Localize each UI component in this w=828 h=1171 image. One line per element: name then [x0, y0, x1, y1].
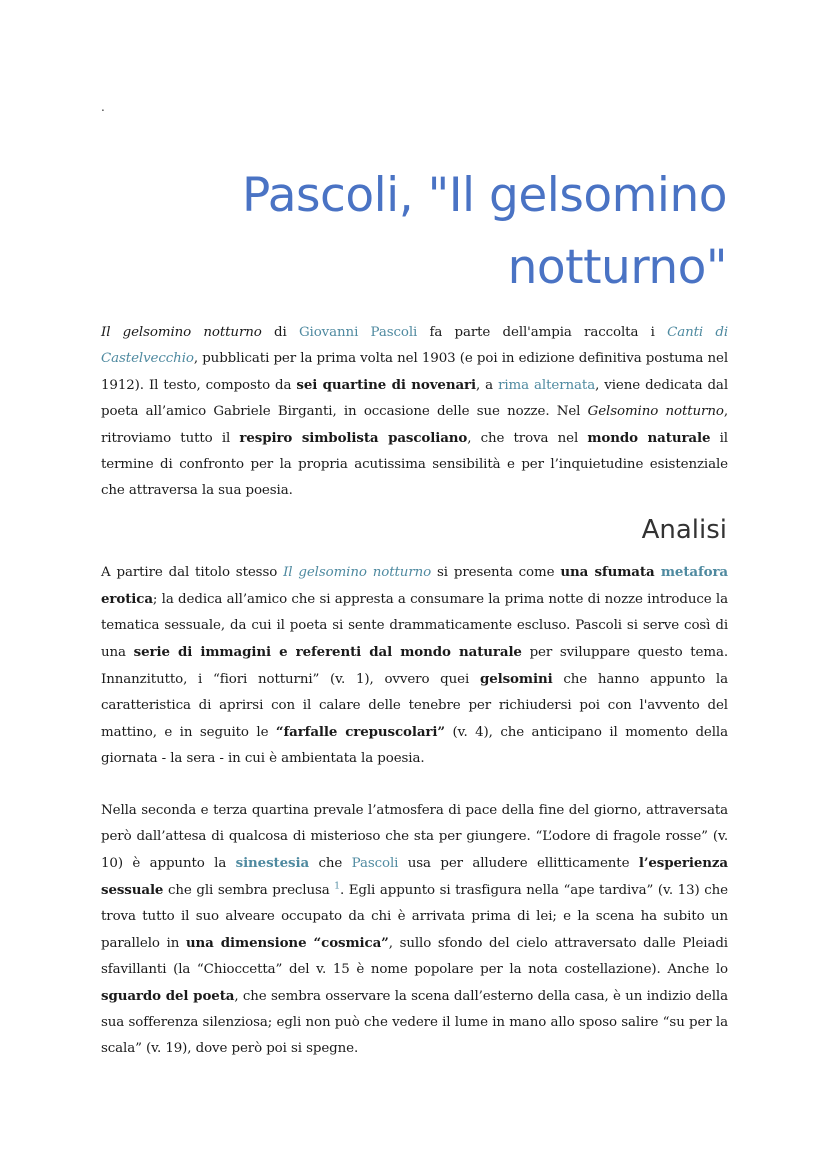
bold-phrase: gelsomini	[479, 671, 553, 687]
page-dot: .	[101, 100, 105, 114]
text-run: A partire dal titolo stesso	[101, 565, 284, 580]
work-title-italic: Il gelsomino notturno	[101, 325, 262, 340]
text-run: , ritroviamo tutto il	[101, 404, 728, 446]
text-run: che	[309, 856, 352, 871]
bold-phrase: una dimensione “cosmica”	[185, 935, 389, 951]
bold-phrase: “farfalle crepuscolari”	[275, 724, 445, 740]
text-run: . Egli appunto si trasfigura nella “ape tardiva” (v. 13) che trova tutto il suo alveare occupato da chi è arrivata prima di lei; e la scena ha subito un parallelo in	[101, 883, 729, 951]
text-run: usa per alludere ellitticamente	[398, 856, 639, 871]
text-run: fa parte dell'ampia raccolta i	[417, 325, 668, 340]
text-run: , pubblicati per la prima volta nel 1903 (e poi in edizione definitiva postuma nel 1912). Il testo, composto da	[101, 351, 728, 393]
text-run: per sviluppare questo tema. Innanzitutto, i “fiori notturni” (v. 1), ovvero quei	[101, 645, 728, 687]
text-run: , che sembra osservare la scena dall’esterno della casa, è un indizio della sua sofferenza silenziosa; egli non può che vedere il lume in mano allo sposo salire “su per la scala” (v. 19), dove però poi si spegne.	[101, 989, 728, 1056]
footnote-ref[interactable]: 1	[334, 881, 340, 892]
bold-phrase: respiro simbolista pascoliano	[239, 430, 468, 446]
author-link[interactable]: Giovanni Pascoli	[298, 325, 418, 340]
intro-paragraph	[101, 320, 728, 504]
text-run: , viene dedicata dal poeta all’amico Gabriele Birganti, in occasione delle sue nozze. Nel	[101, 378, 729, 419]
text-run: che gli sembra preclusa	[163, 883, 335, 898]
text-run: il termine di confronto per la propria acutissima sensibilità e per l’inquietudine esistenziale che attraversa la sua poesia.	[101, 431, 728, 498]
bold-phrase: serie di immagini e referenti dal mondo naturale	[133, 644, 522, 660]
bold-phrase: l’esperienza sessuale	[101, 855, 728, 898]
collection-link[interactable]: Canti di Castelvecchio	[101, 325, 728, 366]
metafora-link[interactable]: metafora	[660, 564, 729, 580]
work-title-link[interactable]: Il gelsomino notturno	[283, 565, 432, 580]
sinestesia-link[interactable]: sinestesia	[235, 855, 310, 871]
analisi-paragraph-2	[101, 798, 728, 1062]
text-run: , che trova nel	[467, 431, 588, 446]
bold-phrase: erotica	[101, 591, 153, 607]
bold-phrase: una sfumata	[560, 564, 661, 580]
bold-phrase: sei quartine di novenari	[296, 377, 476, 393]
analisi-paragraph-1	[101, 559, 728, 772]
text-run: si presenta come	[431, 565, 561, 580]
pascoli-link[interactable]: Pascoli	[351, 856, 399, 871]
text-run: ; la dedica all’amico che si appresta a consumare la prima notte di nozze introduce la tematica sessuale, da cui il poeta si sente drammaticamente escluso. Pascoli si serve così di una	[101, 592, 728, 660]
work-title-italic: Gelsomino notturno	[587, 404, 724, 419]
bold-phrase: mondo naturale	[587, 430, 711, 446]
text-run: , a	[476, 378, 499, 393]
bold-phrase: sguardo del poeta	[101, 988, 235, 1004]
text-run: Nella seconda e terza quartina prevale l’atmosfera di pace della fine del giorno, attraversata però dall’attesa di qualcosa di misterioso che sta per giungere. “L’odore di fragole rosse” (v. 10) è appunto la	[101, 803, 728, 871]
text-run: di	[261, 325, 299, 340]
text-run: (v. 4), che anticipano il momento della giornata - la sera - in cui è ambientata la poesia.	[101, 725, 728, 766]
section-heading-analisi: Analisi	[641, 515, 727, 545]
rima-alternata-link[interactable]: rima alternata	[498, 378, 596, 393]
text-run: che hanno appunto la caratteristica di aprirsi con il calare delle tenebre per richiudersi poi con l'avvento del mattino, e in seguito le	[101, 672, 728, 740]
text-run: , sullo sfondo del cielo attraversato dalle Pleiadi sfavillanti (la “Chioccetta” del v. 15 è nome popolare per la nota costellazione). Anche lo	[101, 936, 728, 977]
page-title: Pascoli, "Il gelsomino notturno"	[241, 168, 727, 295]
